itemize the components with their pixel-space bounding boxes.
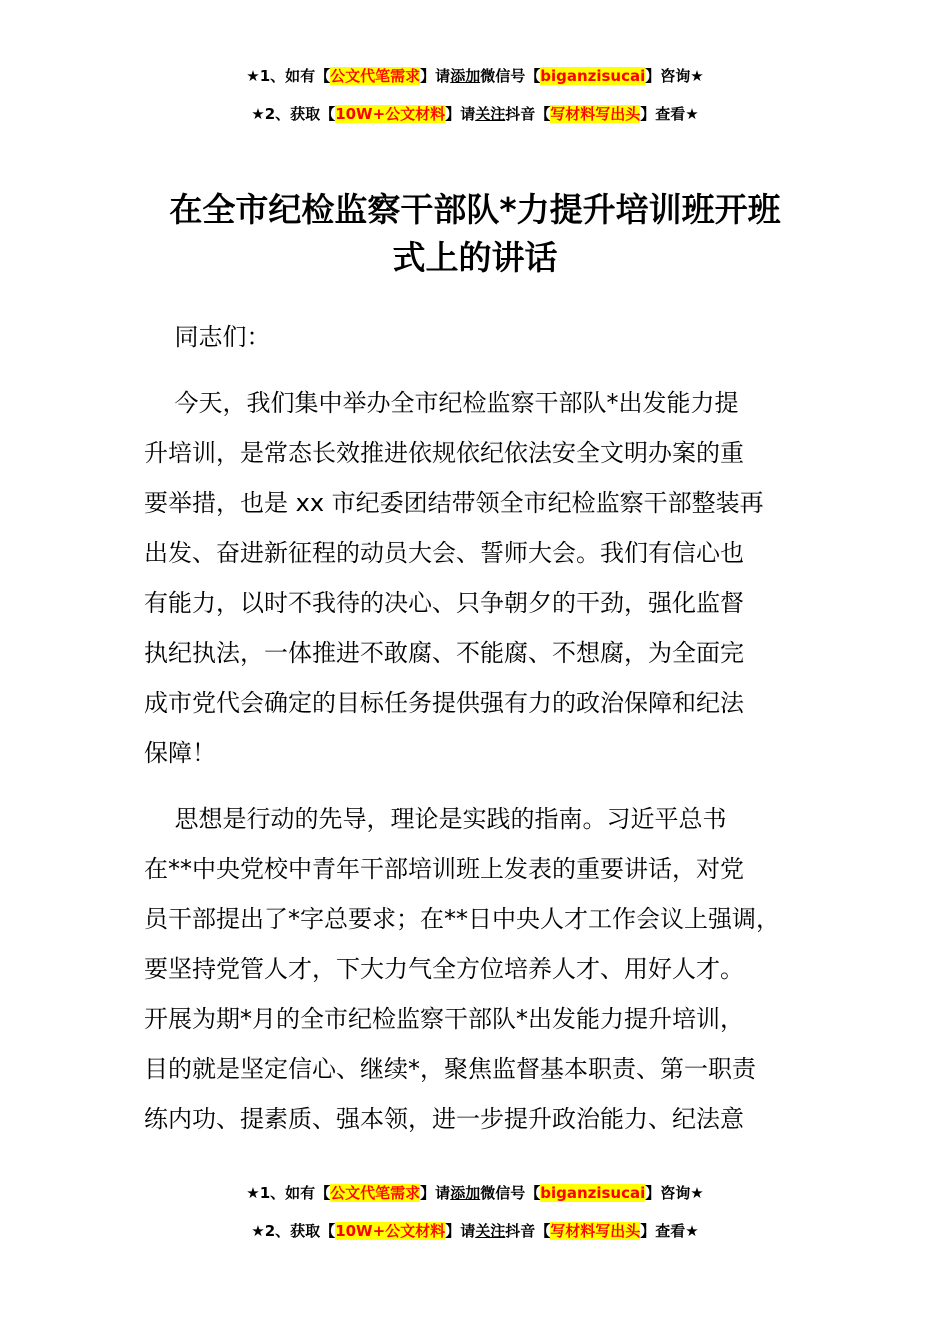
paragraph-line: 在**中央党校中青年干部培训班上发表的重要讲话，对党 <box>144 855 744 883</box>
highlight-text: 公文代笔需求 <box>330 67 421 85</box>
paragraph-line <box>144 378 824 428</box>
document-title <box>0 186 950 282</box>
underlined-text: 添加 <box>450 67 481 85</box>
paragraph-line: 开展为期*月的全市纪检监察干部队*出发能力提升培训， <box>144 1005 744 1033</box>
highlight-text: 写材料写出头 <box>550 1222 641 1240</box>
banner-text: 抖音【 <box>505 105 551 123</box>
line-text: 思想是行动的先导，理论是实践的指南。习近平总书 <box>174 805 727 833</box>
paragraph-1 <box>144 378 824 778</box>
paragraph-line: 目的就是坚定信心、继续*，聚焦监督基本职责、第一职责 <box>144 1055 756 1083</box>
header-banner <box>0 66 950 124</box>
banner-text: ★1、如有【 <box>246 1184 331 1202</box>
salutation <box>144 312 824 362</box>
banner-text: 】咨询★ <box>645 1184 704 1202</box>
banner-text: 】请 <box>420 1184 451 1202</box>
underlined-text: 添加 <box>450 1184 481 1202</box>
banner-text: 抖音【 <box>505 1222 551 1240</box>
highlight-text: 10W+公文材料 <box>335 1222 446 1240</box>
paragraph-line: 有能力，以时不我待的决心、只争朝夕的干劲，强化监督 <box>144 589 744 617</box>
paragraph-line: 出发、奋进新征程的动员大会、誓师大会。我们有信心也 <box>144 539 744 567</box>
underlined-text: 关注 <box>475 1222 506 1240</box>
paragraph-line: 升培训，是常态长效推进依规依纪依法安全文明办案的重 <box>144 439 744 467</box>
paragraph-line: 成市党代会确定的目标任务提供强有力的政治保障和纪法 <box>144 689 744 717</box>
banner-text: 微信号【 <box>480 67 541 85</box>
banner-line-1 <box>0 1183 950 1203</box>
banner-line-1 <box>0 66 950 86</box>
paragraph-line: 要举措，也是 xx 市纪委团结带领全市纪检监察干部整装再 <box>144 489 764 517</box>
banner-text: 】查看★ <box>640 105 699 123</box>
highlight-text: 写材料写出头 <box>550 105 641 123</box>
banner-text: 微信号【 <box>480 1184 541 1202</box>
paragraph-line: 要坚持党管人才，下大力气全方位培养人才、用好人才。 <box>144 955 744 983</box>
banner-line-2 <box>0 104 950 124</box>
title-line: 在全市纪检监察干部队*力提升培训班开班 <box>169 190 781 229</box>
underlined-text: 关注 <box>475 105 506 123</box>
banner-text: 】查看★ <box>640 1222 699 1240</box>
banner-line-2 <box>0 1221 950 1241</box>
paragraph-line: 执纪执法，一体推进不敢腐、不能腐、不想腐，为全面完 <box>144 639 744 667</box>
highlight-text: biganzisucai <box>540 67 646 85</box>
paragraph-line: 练内功、提素质、强本领，进一步提升政治能力、纪法意 <box>144 1105 744 1133</box>
banner-text: ★2、获取【 <box>251 1222 336 1240</box>
footer-banner <box>0 1183 950 1241</box>
line-text: 今天，我们集中举办全市纪检监察干部队*出发能力提 <box>174 389 739 417</box>
highlight-text: 公文代笔需求 <box>330 1184 421 1202</box>
banner-text: 】请 <box>420 67 451 85</box>
banner-text: 】请 <box>445 1222 476 1240</box>
document-body <box>144 312 824 1144</box>
paragraph-2 <box>144 794 824 1144</box>
paragraph-line: 员干部提出了*字总要求；在**日中央人才工作会议上强调， <box>144 905 780 933</box>
highlight-text: 10W+公文材料 <box>335 105 446 123</box>
paragraph-line <box>144 794 824 844</box>
title-line: 式上的讲话 <box>392 238 558 277</box>
paragraph-line: 保障！ <box>144 739 216 767</box>
banner-text: 】请 <box>445 105 476 123</box>
banner-text: 】咨询★ <box>645 67 704 85</box>
banner-text: ★1、如有【 <box>246 67 331 85</box>
banner-text: ★2、获取【 <box>251 105 336 123</box>
highlight-text: biganzisucai <box>540 1184 646 1202</box>
salutation-text: 同志们： <box>174 323 271 351</box>
